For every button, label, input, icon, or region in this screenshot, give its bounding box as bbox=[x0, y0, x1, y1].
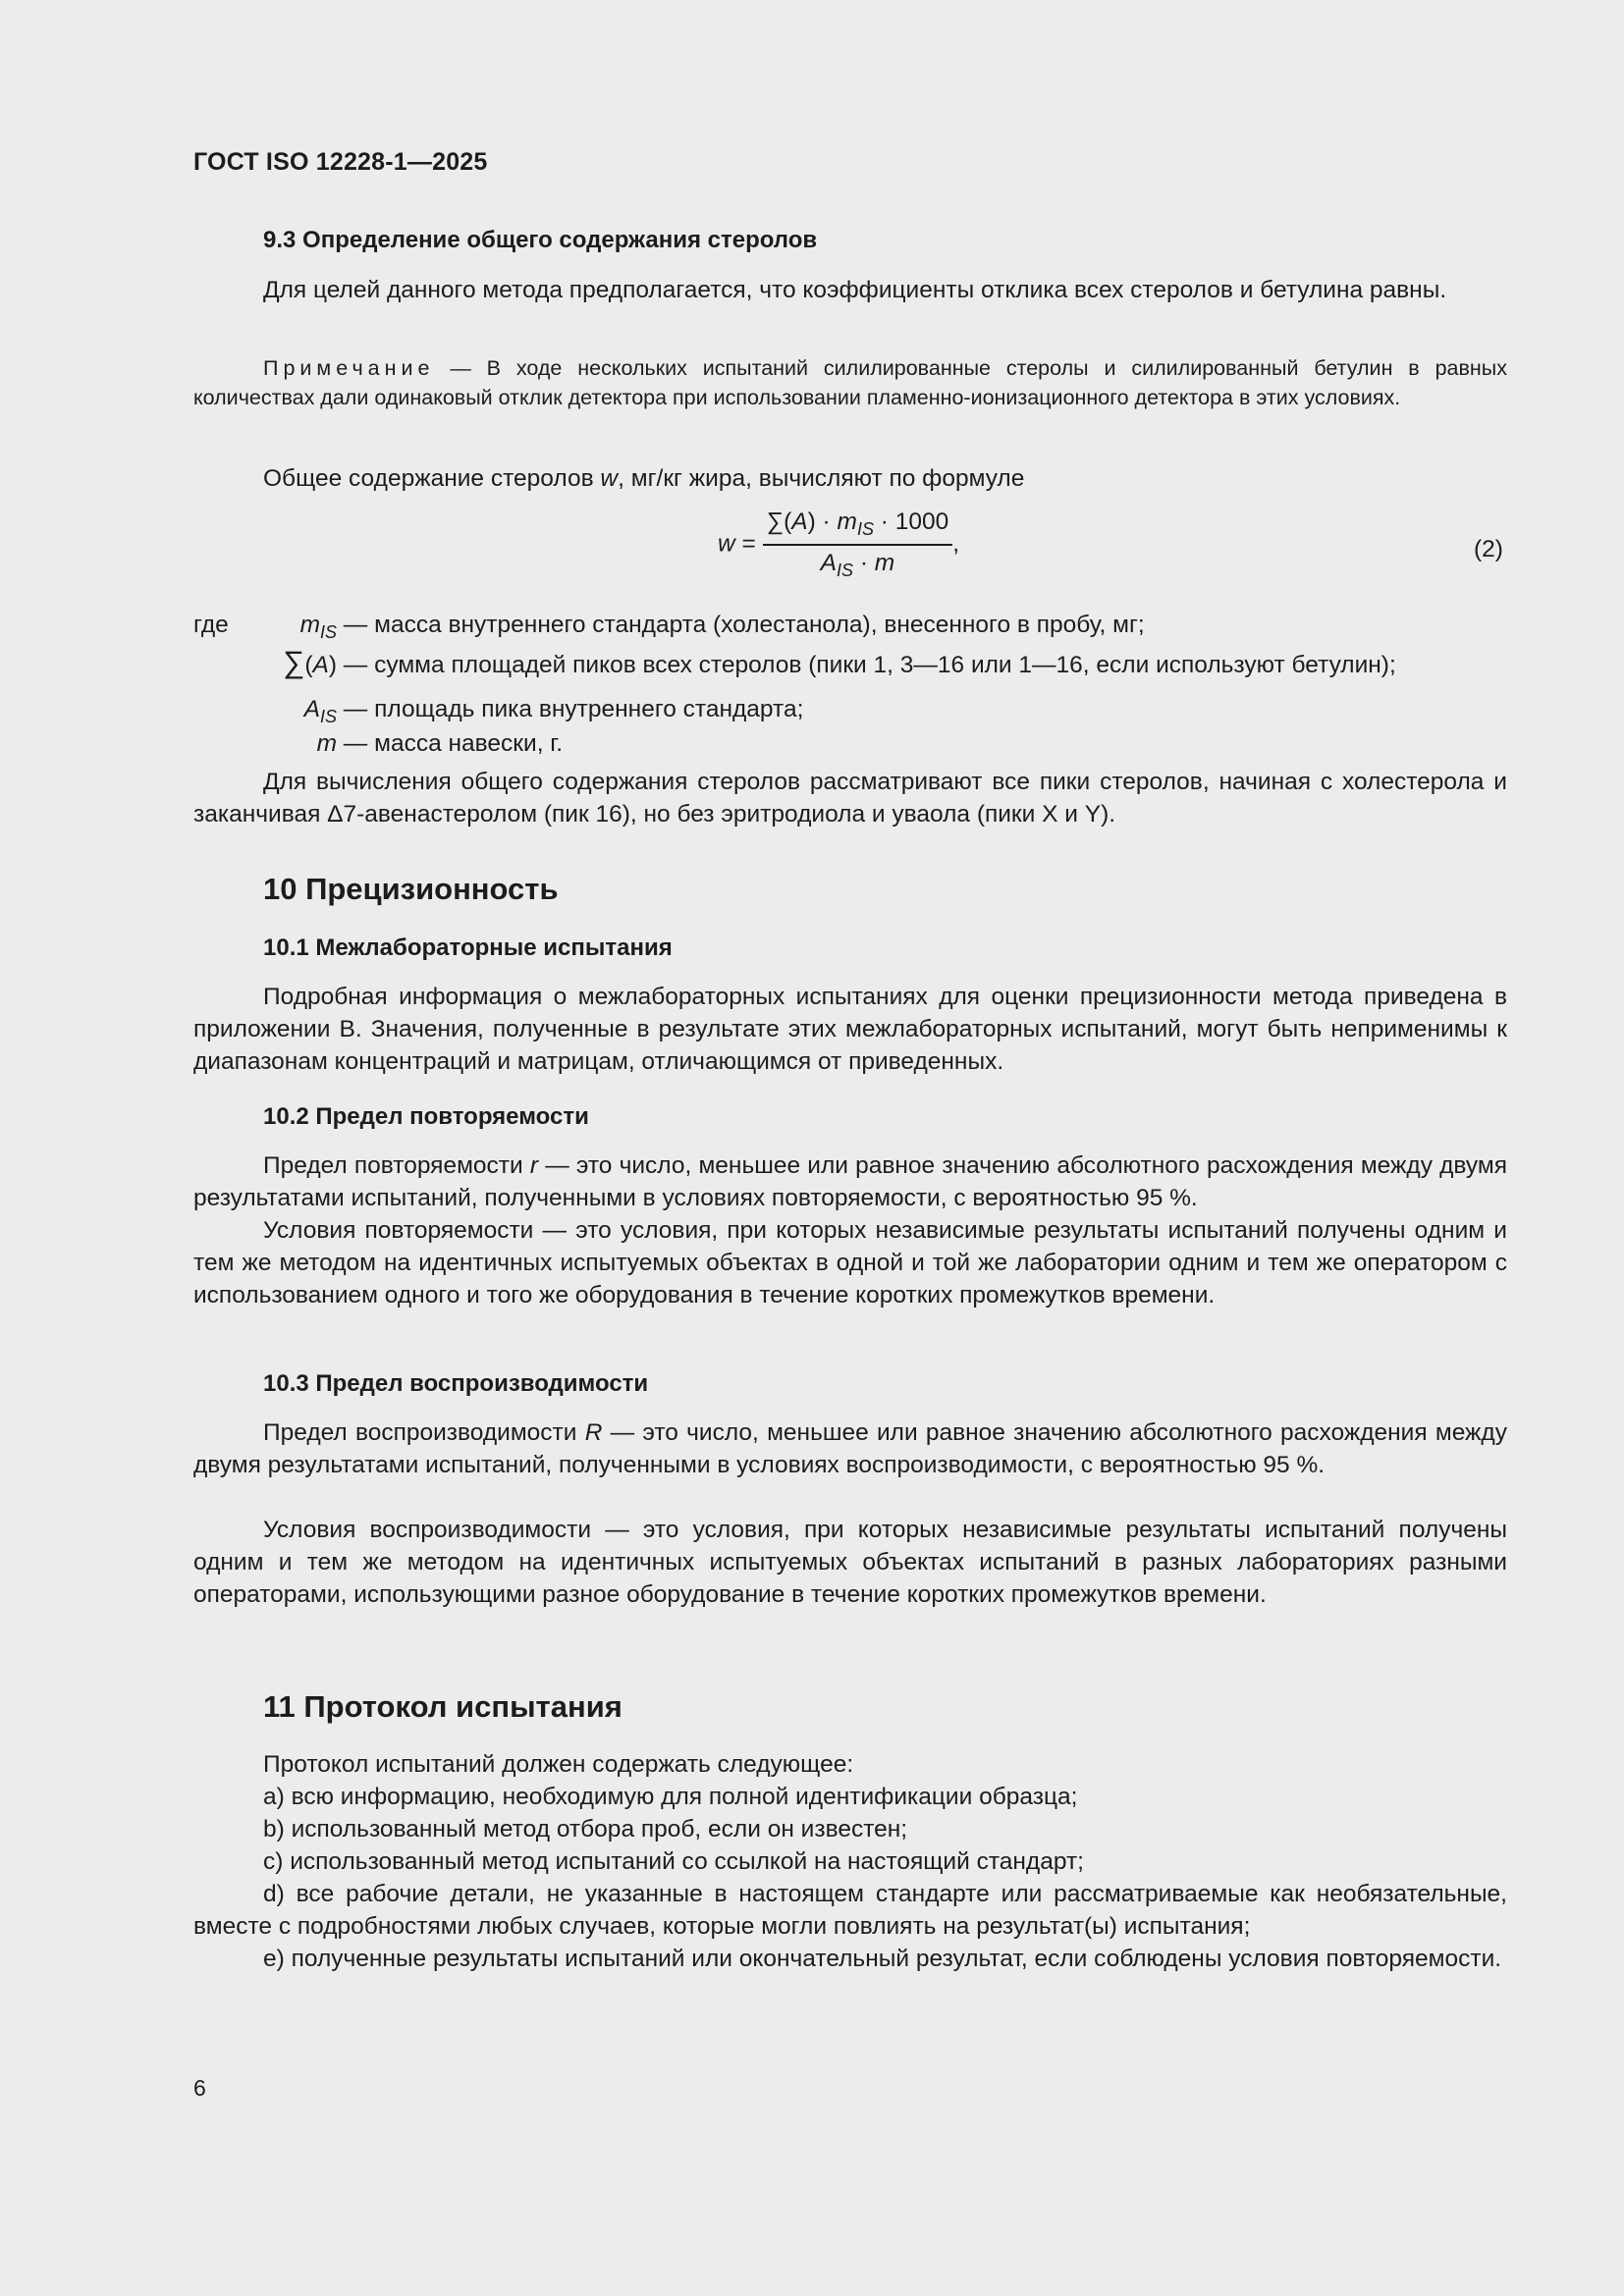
s11-intro: Протокол испытаний должен содержать следующее: bbox=[263, 1751, 854, 1778]
def-sum-a: ∑(A) — сумма площадей пиков всех стеролов (пики 1, 3—16 или 1—16, если используют бетулин); bbox=[283, 645, 1396, 679]
note-text: — В ходе нескольких испытаний силилированные стеролы и силилированный бетулин в равных количествах дали одинаковый отклик детектора при использовании пламенно-ионизационного детектора в этих условиях. bbox=[193, 356, 1507, 409]
section-10-2-title: 10.2 Предел повторяемости bbox=[263, 1103, 589, 1130]
section-10-title: 10 Прецизионность bbox=[263, 872, 559, 906]
formula-number: (2) bbox=[1474, 536, 1503, 562]
section-9-3-title: 9.3 Определение общего содержания стеролов bbox=[263, 227, 818, 253]
s11-item-c: c) использованный метод испытаний со ссылкой на настоящий стандарт; bbox=[263, 1848, 1084, 1875]
s11-item-d: d) все рабочие детали, не указанные в настоящем стандарте или рассматриваемые как необязательные, вместе с подробностями любых случаев, которые могли повлиять на результат(ы) испытания; bbox=[193, 1881, 1507, 1940]
formula-fraction bbox=[763, 508, 953, 581]
s93-note bbox=[193, 353, 1507, 412]
formula-numerator: $\sum(A) \cdot m_{IS} \cdot 1000$ bbox=[763, 508, 953, 546]
s11-item-e: е) полученные результаты испытаний или окончательный результат, если соблюдены условия повторяемости. bbox=[263, 1946, 1502, 1972]
document-header: ГОСТ ISO 12228-1—2025 bbox=[193, 148, 488, 176]
where-label: где bbox=[193, 612, 229, 638]
s102-paragraph-1: Предел повторяемости r — это число, меньшее или равное значению абсолютного расхождения между двумя результатами испытаний, полученными в условиях повторяемости, с вероятностью 95 %. bbox=[193, 1152, 1507, 1211]
s93-paragraph-1: Для целей данного метода предполагается, что коэффициенты отклика всех стеролов и бетулина равны. bbox=[263, 277, 1447, 303]
s102-paragraph-2: Условия повторяемости — это условия, при которых независимые результаты испытаний получены одним и тем же методом на идентичных испытуемых объектах в одной и той же лаборатории одним и тем же оператором с использованием одного и того же оборудования в течение коротких промежутков времени. bbox=[193, 1217, 1507, 1308]
s101-paragraph: Подробная информация о межлабораторных испытаниях для оценки прецизионности метода приведена в приложении В. Значения, полученные в результате этих межлабораторных испытаний, могут быть неприменимы к диапазонам концентраций и матрицам, отличающимся от приведенных. bbox=[193, 984, 1507, 1075]
note-label: Примечание bbox=[263, 356, 435, 380]
section-10-3-title: 10.3 Предел воспроизводимости bbox=[263, 1370, 649, 1397]
section-10-1-title: 10.1 Межлабораторные испытания bbox=[263, 934, 673, 961]
s11-item-b: b) использованный метод отбора проб, если он известен; bbox=[263, 1816, 908, 1842]
s11-item-a: а) всю информацию, необходимую для полной идентификации образца; bbox=[263, 1784, 1078, 1810]
def-ais: $A_{IS}$ — площадь пика внутреннего стандарта; bbox=[303, 696, 804, 726]
def-m: m — масса навески, г. bbox=[316, 730, 564, 757]
s103-paragraph-2: Условия воспроизводимости — это условия, при которых независимые результаты испытаний получены одним и тем же методом на идентичных испытуемых объектах испытаний в разных лабораториях разными операторами, использующими разное оборудование в течение коротких промежутков времени. bbox=[193, 1517, 1507, 1608]
s93-paragraph-2: Общее содержание стеролов w, мг/кг жира, вычисляют по формуле bbox=[263, 465, 1025, 492]
section-11-title: 11 Протокол испытания bbox=[263, 1689, 623, 1724]
page-number: 6 bbox=[193, 2075, 206, 2101]
formula-2: w = $\frac{\sum(A) \cdot m_{IS} \cdot 1000}{A_{IS} \cdot m}$ , bbox=[718, 508, 960, 580]
s103-paragraph-1: Предел воспроизводимости R — это число, меньшее или равное значению абсолютного расхождения между двумя результатами испытаний, полученными в условиях воспроизводимости, с вероятностью 95 %. bbox=[193, 1419, 1507, 1478]
def-mis: $m_{IS}$ — масса внутреннего стандарта (холестанола), внесенного в пробу, мг; bbox=[299, 612, 1145, 642]
formula-denominator: $A_{IS} \cdot m$ bbox=[820, 549, 895, 580]
s93-paragraph-3: Для вычисления общего содержания стеролов рассматривают все пики стеролов, начиная с холестерола и заканчивая Δ7-авенастеролом (пик 16), но без эритродиола и уваола (пики X и Y). bbox=[193, 769, 1507, 828]
